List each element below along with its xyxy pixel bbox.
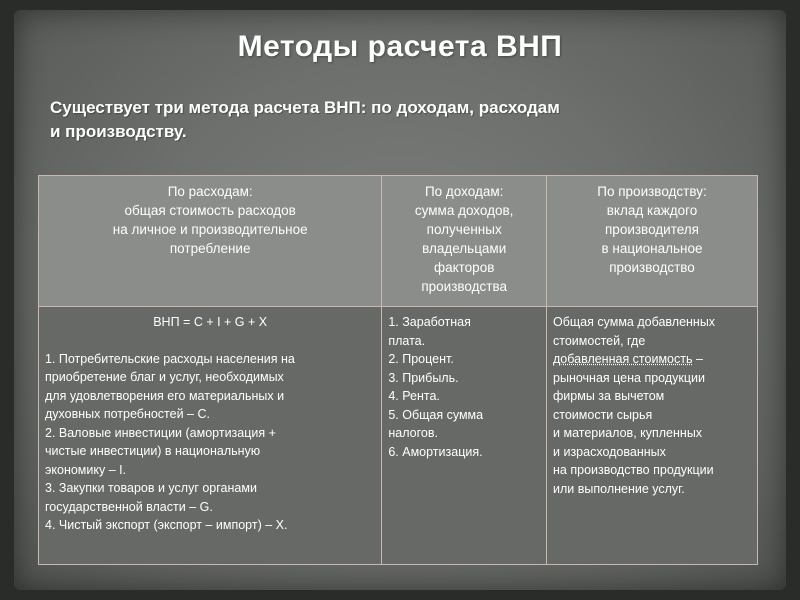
income-line: плата. <box>388 333 426 348</box>
expenditure-line: духовных потребностей – С. <box>45 407 210 421</box>
header-income-line: владельцами <box>422 241 507 256</box>
header-income-line: производства <box>421 279 507 294</box>
income-line: 1. Заработная <box>388 315 471 329</box>
expenditure-line: чистые инвестиции) в национальную <box>45 444 261 458</box>
income-line: 3. Прибыль. <box>388 370 459 385</box>
production-line-dash: – <box>692 352 703 366</box>
income-line: 4. Рента. <box>388 389 440 403</box>
expenditure-line: 4. Чистый экспорт (экспорт – импорт) – X. <box>45 518 288 532</box>
cell-income <box>382 307 547 565</box>
production-line: на производство продукции <box>553 463 714 477</box>
expenditure-line: 3. Закупки товаров и услуг органами <box>45 481 257 495</box>
intro-text <box>50 96 750 144</box>
production-line: и материалов, купленных <box>553 426 703 440</box>
expenditure-line: экономику – I. <box>45 462 127 477</box>
expenditure-line: 2. Валовые инвестиции (амортизация + <box>45 425 276 440</box>
header-expenditure <box>39 176 382 307</box>
income-line: налогов. <box>388 426 438 440</box>
value-added-term: добавленная стоимость <box>553 352 693 366</box>
production-line: рыночная цена продукции <box>553 370 705 385</box>
intro-line-2: и производству. <box>50 122 187 141</box>
header-production-line: производство <box>609 260 695 275</box>
production-line: стоимостей, где <box>553 333 646 348</box>
income-line: 5. Общая сумма <box>388 407 484 422</box>
header-income <box>382 176 547 307</box>
header-production <box>547 176 758 307</box>
expenditure-line: государственной власти – G. <box>45 499 213 514</box>
expenditure-line: приобретение благ и услуг, необходимых <box>45 370 284 384</box>
slide-title: Методы расчета ВНП <box>237 30 563 63</box>
production-line: фирмы за вычетом <box>553 389 665 403</box>
expenditure-line: для удовлетворения его материальных и <box>45 388 285 403</box>
header-expenditure-line: По расходам: <box>167 184 253 199</box>
income-line: 6. Амортизация. <box>388 444 483 459</box>
header-income-line: сумма доходов, <box>414 203 514 218</box>
gnp-methods-table <box>38 175 758 565</box>
production-line: и израсходованных <box>553 444 666 459</box>
header-expenditure-line: потребление <box>169 241 251 256</box>
header-expenditure-line: на личное и производительное <box>112 222 308 237</box>
production-line: Общая сумма добавленных <box>553 315 716 329</box>
header-income-line: факторов <box>433 260 495 275</box>
income-line: 2. Процент. <box>388 352 454 366</box>
production-line <box>553 350 751 369</box>
production-line: или выполнение услуг. <box>553 481 685 496</box>
gnp-formula: ВНП = C + I + G + X <box>153 315 268 329</box>
expenditure-line: 1. Потребительские расходы населения на <box>45 351 295 366</box>
cell-expenditure <box>39 307 382 565</box>
table-header-row <box>39 176 758 307</box>
header-production-line: По производству: <box>597 184 707 199</box>
header-production-line: производителя <box>605 222 699 237</box>
header-expenditure-line: общая стоимость расходов <box>124 203 296 218</box>
header-production-line: в национальное <box>601 241 703 256</box>
header-income-line: По доходам: <box>424 184 504 199</box>
header-production-line: вклад каждого <box>606 203 698 218</box>
cell-production <box>547 307 758 565</box>
header-income-line: полученных <box>426 222 502 237</box>
table-body-row <box>39 307 758 565</box>
production-line: стоимости сырья <box>553 407 653 422</box>
intro-line-1: Существует три метода расчета ВНП: по доходам, расходам <box>50 98 560 117</box>
